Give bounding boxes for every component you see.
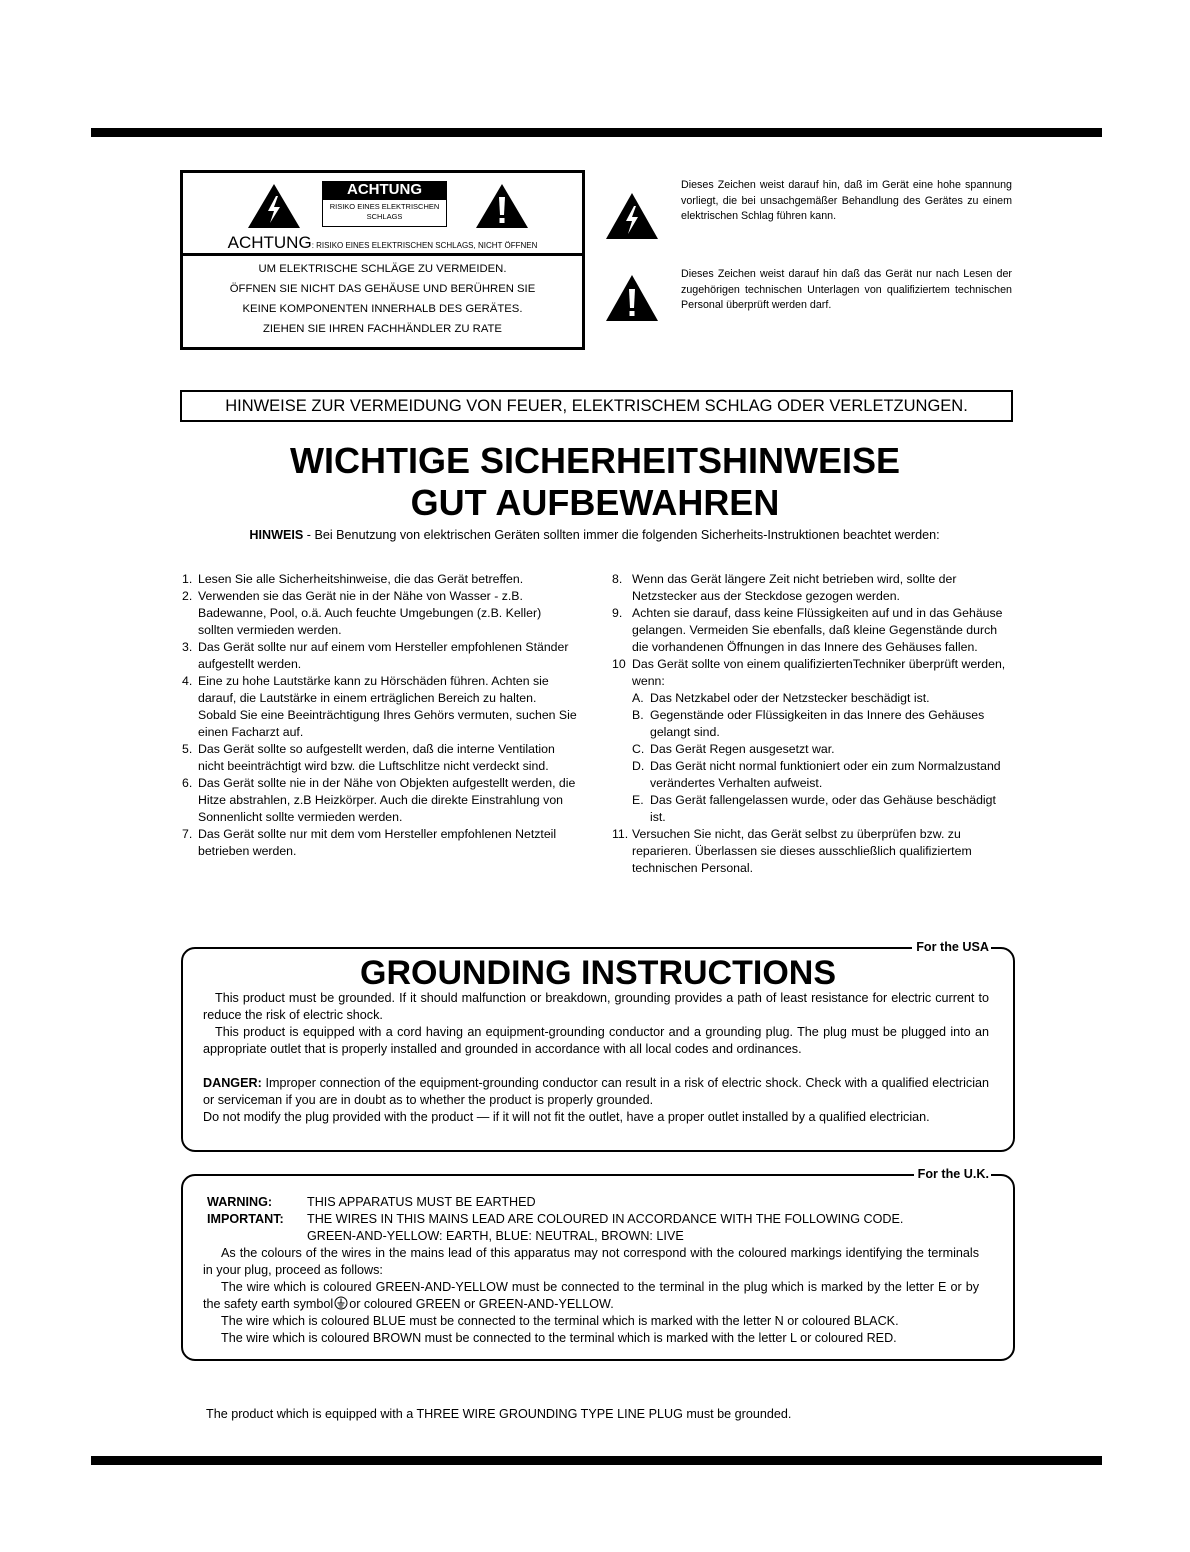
sub-list-item: E. Das Gerät fallengelassen wurde, oder das Gehäuse beschädigt ist. [632,793,996,824]
sub-list-item: C. Das Gerät Regen ausgesetzt war. [632,742,835,756]
uk-important-row: GREEN-AND-YELLOW: EARTH, BLUE: NEUTRAL, BROWN: LIVE [307,1229,684,1243]
list-item: 1. Lesen Sie alle Sicherheitshinweise, die das Gerät betreffen. [182,572,524,586]
list-item: 2. Verwenden sie das Gerät nie in der Nähe von Wasser - z.B. Badewanne, Pool, o.ä. Auch feuchte Umgebungen (z.B. Keller) sollten vermieden werden. [182,589,542,637]
footer-note: The product which is equipped with a THREE WIRE GROUNDING TYPE LINE PLUG must be grounded. [206,1407,792,1421]
list-item: 4. Eine zu hohe Lautstärke kann zu Hörschäden führen. Achten sie darauf, die Lautstärke in einem erträglichen Bereich zu halten. Sobald Sie eine Beeinträchtigung Ihres Gehörs vermuten, suchen Sie einen Facharzt auf. [182,674,577,739]
exclamation-warning-icon [475,183,529,229]
sub-list-item: B. Gegenstände oder Flüssigkeiten in das Innere des Gehäuses gelangt sind. [632,708,985,739]
uk-important-row: IMPORTANT: THE WIRES IN THIS MAINS LEAD ARE COLOURED IN ACCORDANCE WITH THE FOLLOWING CODE. [207,1212,904,1226]
list-item: 8. Wenn das Gerät längere Zeit nicht betrieben wird, sollte der Netzstecker aus der Steckdose gezogen werden. [612,572,957,603]
uk-paragraph: The wire which is coloured BROWN must be connected to the terminal which is marked with the letter L or coloured RED. [221,1331,897,1345]
grounding-title: GROUNDING INSTRUCTIONS [360,954,836,992]
warning-instructions: UM ELEKTRISCHE SCHLÄGE ZU VERMEIDEN. ÖFFNEN SIE NICHT DAS GEHÄUSE UND BERÜHREN SIE KEINE KOMPONENTEN INNERHALB DES GERÄTES. ZIEHEN SIE IHREN FACHHÄNDLER ZU RATE [229,263,536,335]
page-title: WICHTIGE SICHERHEITSHINWEISE [289,440,901,481]
instructions-right [612,571,1012,877]
instructions-left [182,571,578,860]
list-item: 9. Achten sie darauf, dass keine Flüssigkeiten auf und in das Gehäuse gelangen. Vermeiden Sie ebenfalls, daß kleine Gegenstände durch die vorhandenen Öffnungen in das Innere des Gehäuses fallen. [612,606,1003,654]
top-rule [91,128,1102,137]
usa-paragraph: This product is equipped with a cord having an equipment-grounding conductor and a grounding plug. The plug must be plugged into an appropriate outlet that is properly installed and grounded in accordance with all local codes and ordinances. [203,1025,989,1056]
hinweis-note: HINWEIS - Bei Benutzung von elektrischen Geräten sollten immer die folgenden Sicherheits-Instruktionen beachtet werden: [249,528,940,542]
lightning-symbol-text: Dieses Zeichen weist darauf hin, daß im Gerät eine hohe spannung vorliegt, die bei unsachgemäßer Behandlung des Gerätes zu einem elektrischen Schlag führen kann. [681,179,1012,222]
uk-paragraph: As the colours of the wires in the mains lead of this apparatus may not correspond with the coloured markings identifying the terminals in your plug, proceed as follows: [203,1246,979,1277]
usa-tag: For the USA [912,940,991,954]
uk-paragraph: The wire which is coloured BLUE must be connected to the terminal which is marked with the letter N or coloured BLACK. [221,1314,899,1328]
usa-paragraph: Do not modify the plug provided with the product — if it will not fit the outlet, have a proper outlet installed by a qualified electrician. [203,1110,930,1124]
list-item: 5. Das Gerät sollte so aufgestellt werden, daß die interne Ventilation nicht beeinträchtigt wird bzw. die Luftschlitze nicht verdeckt sind. [182,742,555,773]
uk-tag: For the U.K. [914,1167,991,1181]
uk-warning-row: WARNING: THIS APPARATUS MUST BE EARTHED [207,1195,536,1209]
exclamation-symbol-icon [605,274,659,322]
lightning-warning-icon [247,183,301,229]
usa-grounding-box [181,940,1015,1152]
bottom-rule [91,1456,1102,1465]
list-item: 7. Das Gerät sollte nur mit dem vom Hersteller empfohlenen Netzteil betrieben werden. [182,827,557,858]
sub-list-item: A. Das Netzkabel oder der Netzstecker beschädigt ist. [632,691,930,705]
page-subtitle: GUT AUFBEWAHREN [410,482,780,523]
warning-label-box [180,170,585,350]
risk-box: RISIKO EINES ELEKTRISCHEN SCHLAGS [322,199,447,227]
caution-line: ACHTUNG: RISIKO EINES ELEKTRISCHEN SCHLAGS, NICHT ÖFFNEN [227,233,538,252]
usa-paragraph: This product must be grounded. If it should malfunction or breakdown, grounding provides a path of least resistance for electric current to reduce the risk of electric shock. [203,991,989,1022]
warning-label-top [183,173,582,256]
list-item: 6. Das Gerät sollte nie in der Nähe von Objekten aufgestellt werden, die Hitze abstrahlen, z.B Heizkörper. Auch die direkte Einstrahlung von Sonnenlicht sollte vermieden werden. [182,776,576,824]
list-item: 3. Das Gerät sollte nur auf einem vom Hersteller empfohlenen Ständer aufgestellt werden. [182,640,569,671]
lightning-symbol-icon [605,192,659,240]
achtung-header: ACHTUNG [322,181,447,199]
list-item: 10 Das Gerät sollte von einem qualifiziertenTechniker überprüft werden, wenn: [612,657,1006,688]
exclamation-symbol-text: Dieses Zeichen weist darauf hin daß das Gerät nur nach Lesen der zugehörigen technischen Unterlagen von qualifiziertem technischen Personal überprüft werden darf. [681,268,1012,311]
hinweise-banner: HINWEISE ZUR VERMEIDUNG VON FEUER, ELEKTRISCHEM SCHLAG ODER VERLETZUNGEN. [180,390,1013,422]
uk-paragraph: The wire which is coloured GREEN-AND-YELLOW must be connected to the terminal in the plug which is marked by the letter E or by the safety earth symbol or coloured GREEN or GREEN-AND-YELLOW. [203,1280,979,1311]
danger-paragraph: DANGER: Improper connection of the equipment-grounding conductor can result in a risk of electric shock. Check with a qualified electrician or serviceman if you are in doubt as to whether the product is properly grounded. [203,1076,989,1107]
sub-list-item: D. Das Gerät nicht normal funktioniert oder ein zum Normalzustand verändertes Verhalten aufweist. [632,759,1001,790]
uk-grounding-box [181,1167,1015,1361]
list-item: 11. Versuchen Sie nicht, das Gerät selbst zu überprüfen bzw. zu reparieren. Überlassen sie dieses ausschließlich qualifiziertem technischen Personal. [612,827,972,875]
safety-earth-icon [334,1296,348,1310]
